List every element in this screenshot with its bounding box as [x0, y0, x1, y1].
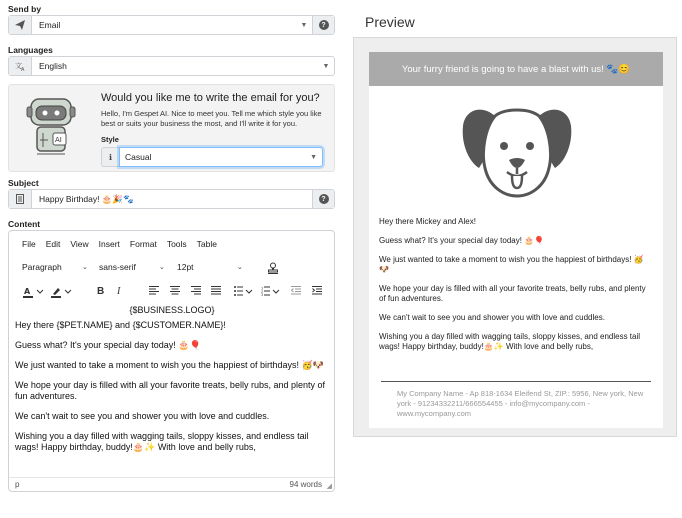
chevron-down-icon: ⌄ [237, 264, 243, 271]
font-family-dropdown[interactable] [99, 262, 169, 272]
document-icon [9, 190, 32, 208]
translate-icon [9, 57, 32, 75]
text-color-icon[interactable] [23, 286, 45, 298]
menu-format[interactable]: Format [129, 239, 157, 249]
content-paragraph: Hey there {$PET.NAME} and {$CUSTOMER.NAME}! [15, 320, 226, 330]
email-header: Your furry friend is going to have a blast with us! 🐾😊 [369, 52, 663, 86]
svg-text:A: A [20, 67, 24, 71]
send-by-select[interactable] [8, 15, 335, 35]
svg-text:A: A [24, 287, 31, 296]
align-left-icon[interactable] [149, 286, 159, 295]
email-footer: My Company Name - Ap 818-1634 Eleifend St, ZIP.: 5956, New york, New york - 91234332211/666554455 - info@mycompany.com - www.mycompany.com [397, 389, 644, 418]
robot-icon [23, 95, 79, 157]
menu-view[interactable]: View [70, 239, 89, 249]
align-justify-icon[interactable] [211, 286, 221, 295]
menu-insert[interactable]: Insert [98, 239, 120, 249]
align-right-icon[interactable] [191, 286, 201, 295]
font-size-value: 12pt [177, 262, 194, 272]
robot-badge: AI [55, 136, 62, 144]
chevron-down-icon: ⌄ [159, 264, 165, 271]
menu-edit[interactable]: Edit [45, 239, 61, 249]
align-center-icon[interactable] [170, 286, 180, 295]
svg-text:文: 文 [14, 62, 22, 70]
chevron-down-icon: ⌄ [82, 264, 88, 271]
menu-table[interactable]: Table [196, 239, 217, 249]
outdent-icon[interactable] [291, 286, 301, 295]
element-path[interactable]: p [15, 480, 20, 489]
highlight-color-icon[interactable] [51, 286, 73, 298]
stamp-icon[interactable] [267, 262, 279, 274]
block-format-dropdown[interactable] [22, 262, 92, 272]
email-preview [369, 52, 663, 428]
style-value: Casual [125, 152, 152, 162]
style-select[interactable] [119, 147, 323, 167]
content-paragraph: We just wanted to take a moment to wish you the happiest of birthdays! 🥳🐶 [15, 360, 324, 370]
indent-icon[interactable] [312, 286, 322, 295]
dog-logo-icon [459, 100, 575, 200]
ai-intro-text: Hello, I'm Gespet AI. Nice to meet you. Tell me which style you like best or suits your business the most, and I'll write it for you. [101, 109, 322, 128]
menu-file[interactable]: File [22, 239, 36, 249]
svg-text:1: 1 [261, 286, 264, 291]
font-family-value: sans-serif [99, 262, 136, 272]
font-size-dropdown[interactable] [177, 262, 247, 272]
email-body [379, 217, 653, 361]
send-by-value: Email [39, 20, 61, 30]
subject-input[interactable]: Happy Birthday! 🎂🎉🐾 [39, 193, 134, 204]
subject-field[interactable] [8, 189, 335, 209]
info-icon: ℹ [101, 147, 119, 167]
chevron-down-icon: ▼ [322, 62, 330, 70]
rich-text-editor[interactable] [8, 230, 335, 492]
svg-text:2: 2 [261, 290, 264, 294]
preview-frame [353, 37, 677, 437]
subject-label: Subject [8, 178, 39, 188]
menu-tools[interactable]: Tools [166, 239, 187, 249]
word-count: 94 words [289, 480, 322, 489]
email-paragraph: Guess what? It's your special day today! 🎂🎈 [379, 236, 545, 245]
ai-title: Would you like me to write the email for you? [101, 92, 320, 104]
style-select-group[interactable] [101, 147, 323, 167]
editor-statusbar [9, 477, 334, 491]
content-label: Content [8, 219, 41, 229]
paper-plane-icon [9, 16, 32, 34]
editor-toolbar-format [9, 259, 334, 281]
chevron-down-icon: ▼ [310, 153, 317, 161]
bold-icon[interactable]: B [97, 286, 105, 297]
ai-assistant-panel [8, 84, 335, 172]
help-icon[interactable]: ? [312, 190, 334, 208]
resize-handle-icon[interactable]: ◢ [326, 483, 332, 490]
send-by-label: Send by [8, 4, 42, 14]
email-paragraph: We hope your day is filled with all your favorite treats, belly rubs, and plenty of fun adventures. [379, 284, 646, 303]
languages-select[interactable] [8, 56, 335, 76]
logo-placeholder: {$BUSINESS.LOGO} [129, 305, 215, 315]
preview-title: Preview [365, 14, 415, 30]
email-paragraph: Hey there Mickey and Alex! [379, 217, 476, 226]
content-paragraph: Wishing you a day filled with wagging tails, sloppy kisses, and endless tail wags! Happy birthday, buddy!🎂✨ With love and belly rubs, [15, 431, 309, 452]
style-label: Style [101, 135, 119, 144]
languages-label: Languages [8, 45, 53, 55]
languages-value: English [39, 61, 67, 71]
email-paragraph: We just wanted to take a moment to wish you the happiest of birthdays! 🥳🐶 [379, 255, 644, 274]
svg-text:3: 3 [261, 293, 264, 296]
editor-menubar [9, 231, 334, 257]
content-paragraph: We can't wait to see you and shower you with love and cuddles. [15, 411, 270, 421]
editor-toolbar-style [9, 283, 334, 303]
footer-divider [381, 381, 651, 382]
editor-content[interactable] [15, 305, 329, 462]
italic-icon[interactable]: I [117, 286, 121, 297]
chevron-down-icon: ▼ [300, 21, 308, 29]
numbered-list-icon[interactable] [261, 286, 281, 296]
bullet-list-icon[interactable] [234, 286, 254, 296]
email-paragraph: We can't wait to see you and shower you with love and cuddles. [379, 313, 605, 322]
content-paragraph: We hope your day is filled with all your favorite treats, belly rubs, and plenty of fun adventures. [15, 380, 325, 401]
help-icon[interactable]: ? [312, 16, 334, 34]
block-format-value: Paragraph [22, 262, 62, 272]
content-paragraph: Guess what? It's your special day today! 🎂🎈 [15, 340, 201, 350]
email-paragraph: Wishing you a day filled with wagging tails, sloppy kisses, and endless tail wags! Happy birthday, buddy!🎂✨ With love and belly rubs, [379, 332, 641, 351]
